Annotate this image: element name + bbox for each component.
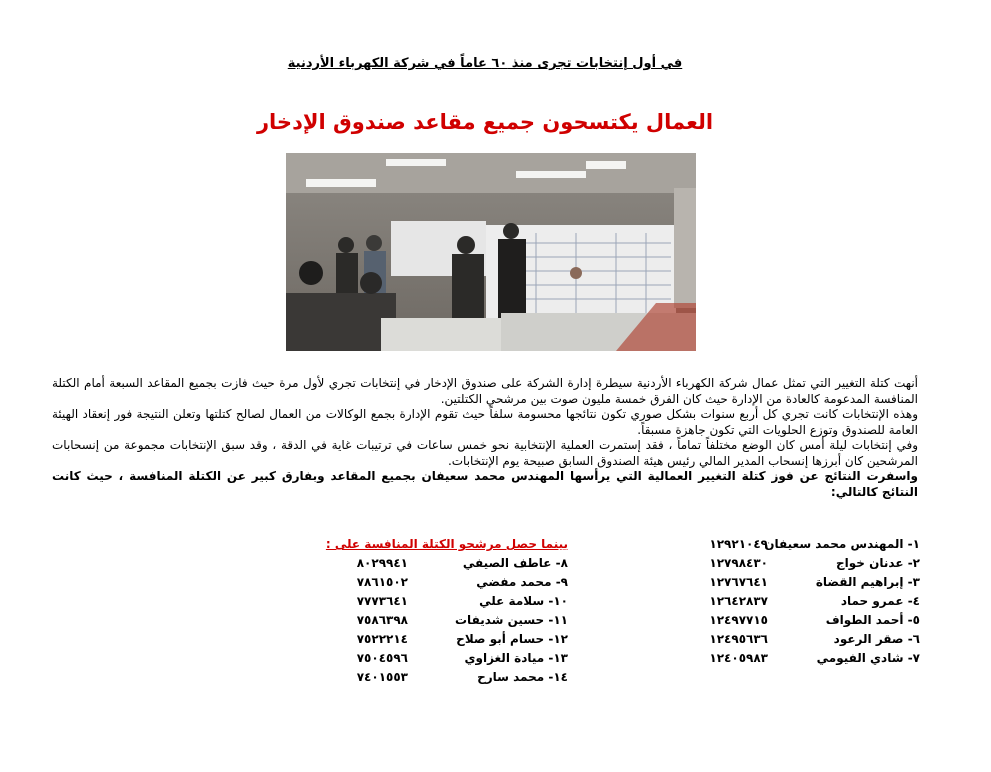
vote-count: ٧٥٠٤٥٩٦ — [356, 651, 408, 665]
vote-count: ٧٥٨٦٣٩٨ — [356, 613, 408, 627]
winners-list — [640, 535, 920, 668]
candidate-name: ٩- محمد مفضي — [476, 575, 568, 589]
candidate-name: ١٠- سلامة علي — [479, 594, 568, 608]
article-supertitle: في أول إنتخابات تجرى منذ ٦٠ عاماً في شركة الكهرباء الأردنية — [287, 56, 683, 71]
candidate-name: ٤- عمرو حماد — [840, 594, 920, 608]
vote-count: ٧٧٧٣٦٤١ — [356, 594, 408, 608]
candidate-name: ١- المهندس محمد سعيفان — [764, 537, 920, 551]
vote-count: ٧٥٢٢٢١٤ — [356, 632, 408, 646]
candidate-name: ١٢- حسام أبو صلاح — [456, 632, 568, 646]
article-headline: العمال يكتسحون جميع مقاعد صندوق الإدخار — [256, 110, 714, 134]
vote-count-scene-illustration — [286, 153, 696, 351]
candidate-name: ٧- شادي الفيومي — [816, 651, 920, 665]
opposition-heading: بينما حصل مرشحو الكتلة المنافسة على : — [325, 537, 568, 551]
article-paragraph: وهذه الإنتخابات كانت تجري كل أربع سنوات بشكل صوري تكون نتائجها محسومة سلفاً حيث تقوم الإدارة بجمع الوكالات من العمال لصالح كتلتها وتعلن النتيجة فور إنعقاد الهيئة العامة للصندوق وتوزع الحلويات التي تكون جاهزة مسبقاً. — [52, 407, 918, 437]
opposition-row — [268, 630, 568, 649]
opposition-row — [268, 592, 568, 611]
opposition-list — [268, 535, 568, 687]
opposition-row — [268, 573, 568, 592]
candidate-name: ٨- عاطف الصيفي — [462, 556, 568, 570]
vote-count: ١٢٧٦٧٦٤١ — [709, 575, 768, 589]
candidate-name: ٦- صقر الرعود — [833, 632, 920, 646]
election-photo — [286, 153, 696, 351]
vote-count: ١٢٤٠٥٩٨٣ — [709, 651, 768, 665]
winner-row — [640, 573, 920, 592]
winner-row — [640, 554, 920, 573]
article-paragraph: وفي إنتخابات ليلة أمس كان الوضع مختلفاً تماماً ، فقد إستمرت العملية الإنتخابية نحو خمس ساعات في ترتيبات غاية في الدقة ، وقد سبق الإنتخابات مجموعة من إنسحابات المرشحين كان أبرزها إنسحاب المدير المالي رئيس هيئة الصندوق السابق صبيحة يوم الإنتخابات. — [52, 438, 918, 468]
vote-count: ١٢٦٤٢٨٣٧ — [709, 594, 768, 608]
results-intro: واسفرت النتائج عن فوز كتلة التغيير العمالية التي يرأسها المهندس محمد سعيفان بجميع المقاعد وبفارق كبير عن الكتلة المنافسة ، حيث كانت النتائج كالتالي: — [52, 469, 918, 499]
vote-count: ١٢٧٩٨٤٣٠ — [709, 556, 768, 570]
opposition-row — [268, 649, 568, 668]
vote-count: ١٢٤٩٥٦٣٦ — [709, 632, 768, 646]
winner-row — [640, 649, 920, 668]
candidate-name: ١٣- ميادة الغزاوي — [464, 651, 568, 665]
article-body — [52, 376, 918, 500]
opposition-row — [268, 668, 568, 687]
opposition-row — [268, 554, 568, 573]
vote-count: ١٢٩٢١٠٤٩ — [709, 537, 768, 551]
vote-count: ٧٨٦١٥٠٢ — [356, 575, 408, 589]
candidate-name: ٥- أحمد الطواف — [825, 613, 920, 627]
vote-count: ٧٤٠١٥٥٣ — [356, 670, 408, 684]
winner-row — [640, 630, 920, 649]
candidate-name: ١٤- محمد سارح — [477, 670, 568, 684]
opposition-row — [268, 611, 568, 630]
candidate-name: ١١- حسين شديفات — [455, 613, 568, 627]
winner-row — [640, 611, 920, 630]
candidate-name: ٣- إبراهيم القضاة — [815, 575, 920, 589]
vote-count: ٨٠٢٩٩٤١ — [356, 556, 408, 570]
vote-count: ١٢٤٩٧٧١٥ — [709, 613, 768, 627]
candidate-name: ٢- عدنان خواج — [836, 556, 920, 570]
winner-row — [640, 592, 920, 611]
article-paragraph: أنهت كتلة التغيير التي تمثل عمال شركة الكهرباء الأردنية سيطرة إدارة الشركة على صندوق الإدخار في إنتخابات تجري لأول مرة حيث فازت بجميع المقاعد السبعة أمام الكتلة المنافسة المدعومة كالعادة من الإدارة حيث كان الفرق خمسة مليون صوت بين مرشحي الكتلتين. — [52, 376, 918, 406]
winner-row — [640, 535, 920, 554]
